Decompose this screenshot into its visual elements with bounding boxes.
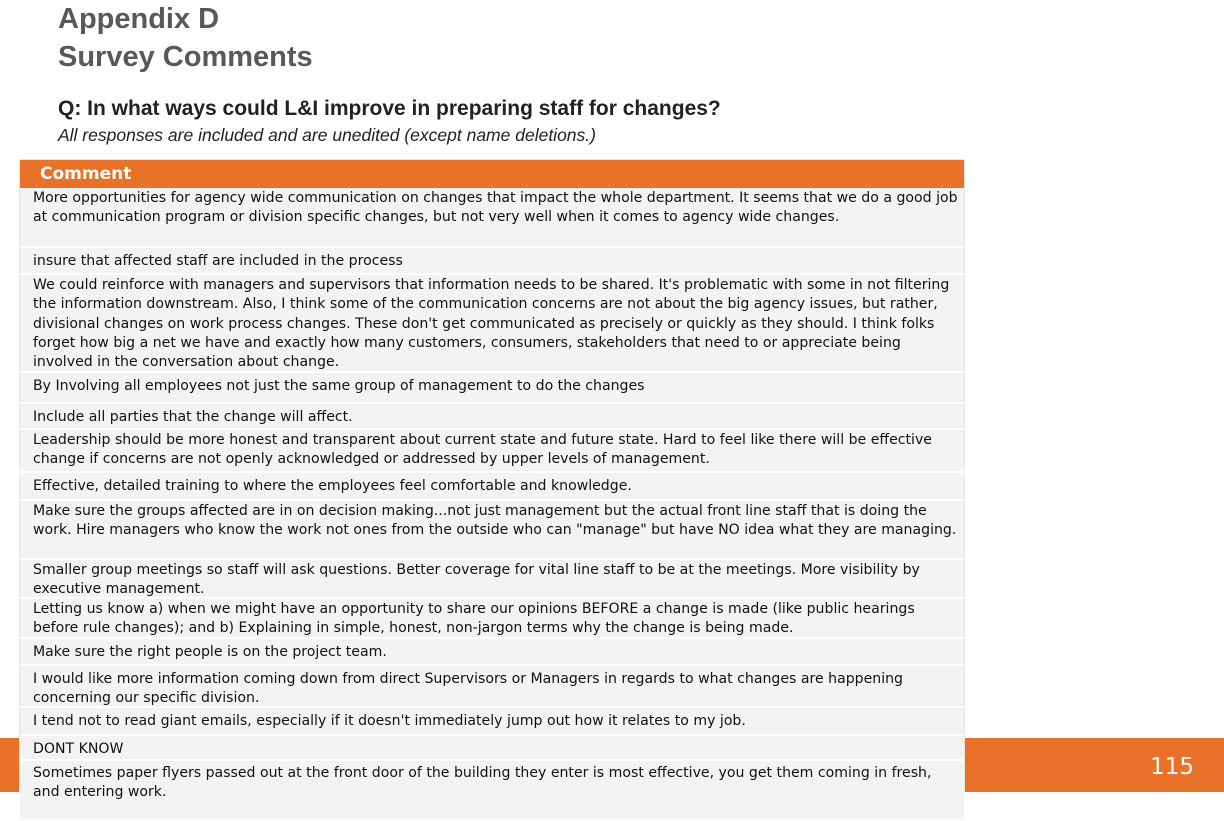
table-row: Effective, detailed training to where the employees feel comfortable and knowledge. (20, 473, 964, 501)
table-header-comment: Comment (20, 160, 964, 188)
table-row: We could reinforce with managers and supervisors that information needs to be shared. It's problematic with some in not filtering the information downstream. Also, I think some of the communication concerns are not about the big agency issues, but rather, divisional changes on work process changes. These don't get communicated as precisely or quickly as they should. I think folks forget how big a net we have and exactly how many customers, consumers, stakeholders that need to or appreciate being involved in the conversation about change. (20, 275, 964, 373)
table-row: Make sure the groups affected are in on decision making...not just management but the actual front line staff that is doing the work. Hire managers who know the work not ones from the outside who can "manage" but have NO idea what they are managing. (20, 501, 964, 560)
table-row: Smaller group meetings so staff will ask questions. Better coverage for vital line staff to be at the meetings. More visibility by executive management. (20, 560, 964, 599)
table-row: Include all parties that the change will affect. (20, 404, 964, 430)
comments-table (20, 160, 964, 801)
page-number: 115 (1150, 754, 1194, 780)
survey-question: Q: In what ways could L&I improve in preparing staff for changes? (58, 97, 721, 120)
table-row: Letting us know a) when we might have an opportunity to share our opinions BEFORE a change is made (like public hearings before rule changes); and b) Explaining in simple, honest, non-jargon terms why the change is being made. (20, 599, 964, 639)
table-row: Sometimes paper flyers passed out at the front door of the building they enter is most effective, you get them coming in fresh, and entering work. (20, 761, 964, 821)
page-title (58, 0, 313, 76)
title-line-1: Appendix D (58, 3, 220, 35)
table-row: Leadership should be more honest and transparent about current state and future state. Hard to feel like there will be effective change if concerns are not openly acknowledged or addressed by upper levels of management. (20, 430, 964, 473)
table-row: I would like more information coming down from direct Supervisors or Managers in regards to what changes are happening concerning our specific division. (20, 666, 964, 708)
table-row: insure that affected staff are included in the process (20, 248, 964, 275)
responses-note: All responses are included and are unedited (except name deletions.) (58, 125, 596, 145)
table-row: DONT KNOW (20, 736, 964, 761)
table-row: By Involving all employees not just the same group of management to do the changes (20, 373, 964, 404)
table-row: Make sure the right people is on the project team. (20, 639, 964, 666)
table-row: More opportunities for agency wide communication on changes that impact the whole department. It seems that we do a good job at communication program or division specific changes, but not very well when it comes to agency wide changes. (20, 188, 964, 248)
table-row: I tend not to read giant emails, especially if it doesn't immediately jump out how it relates to my job. (20, 708, 964, 736)
title-line-2: Survey Comments (58, 41, 313, 73)
